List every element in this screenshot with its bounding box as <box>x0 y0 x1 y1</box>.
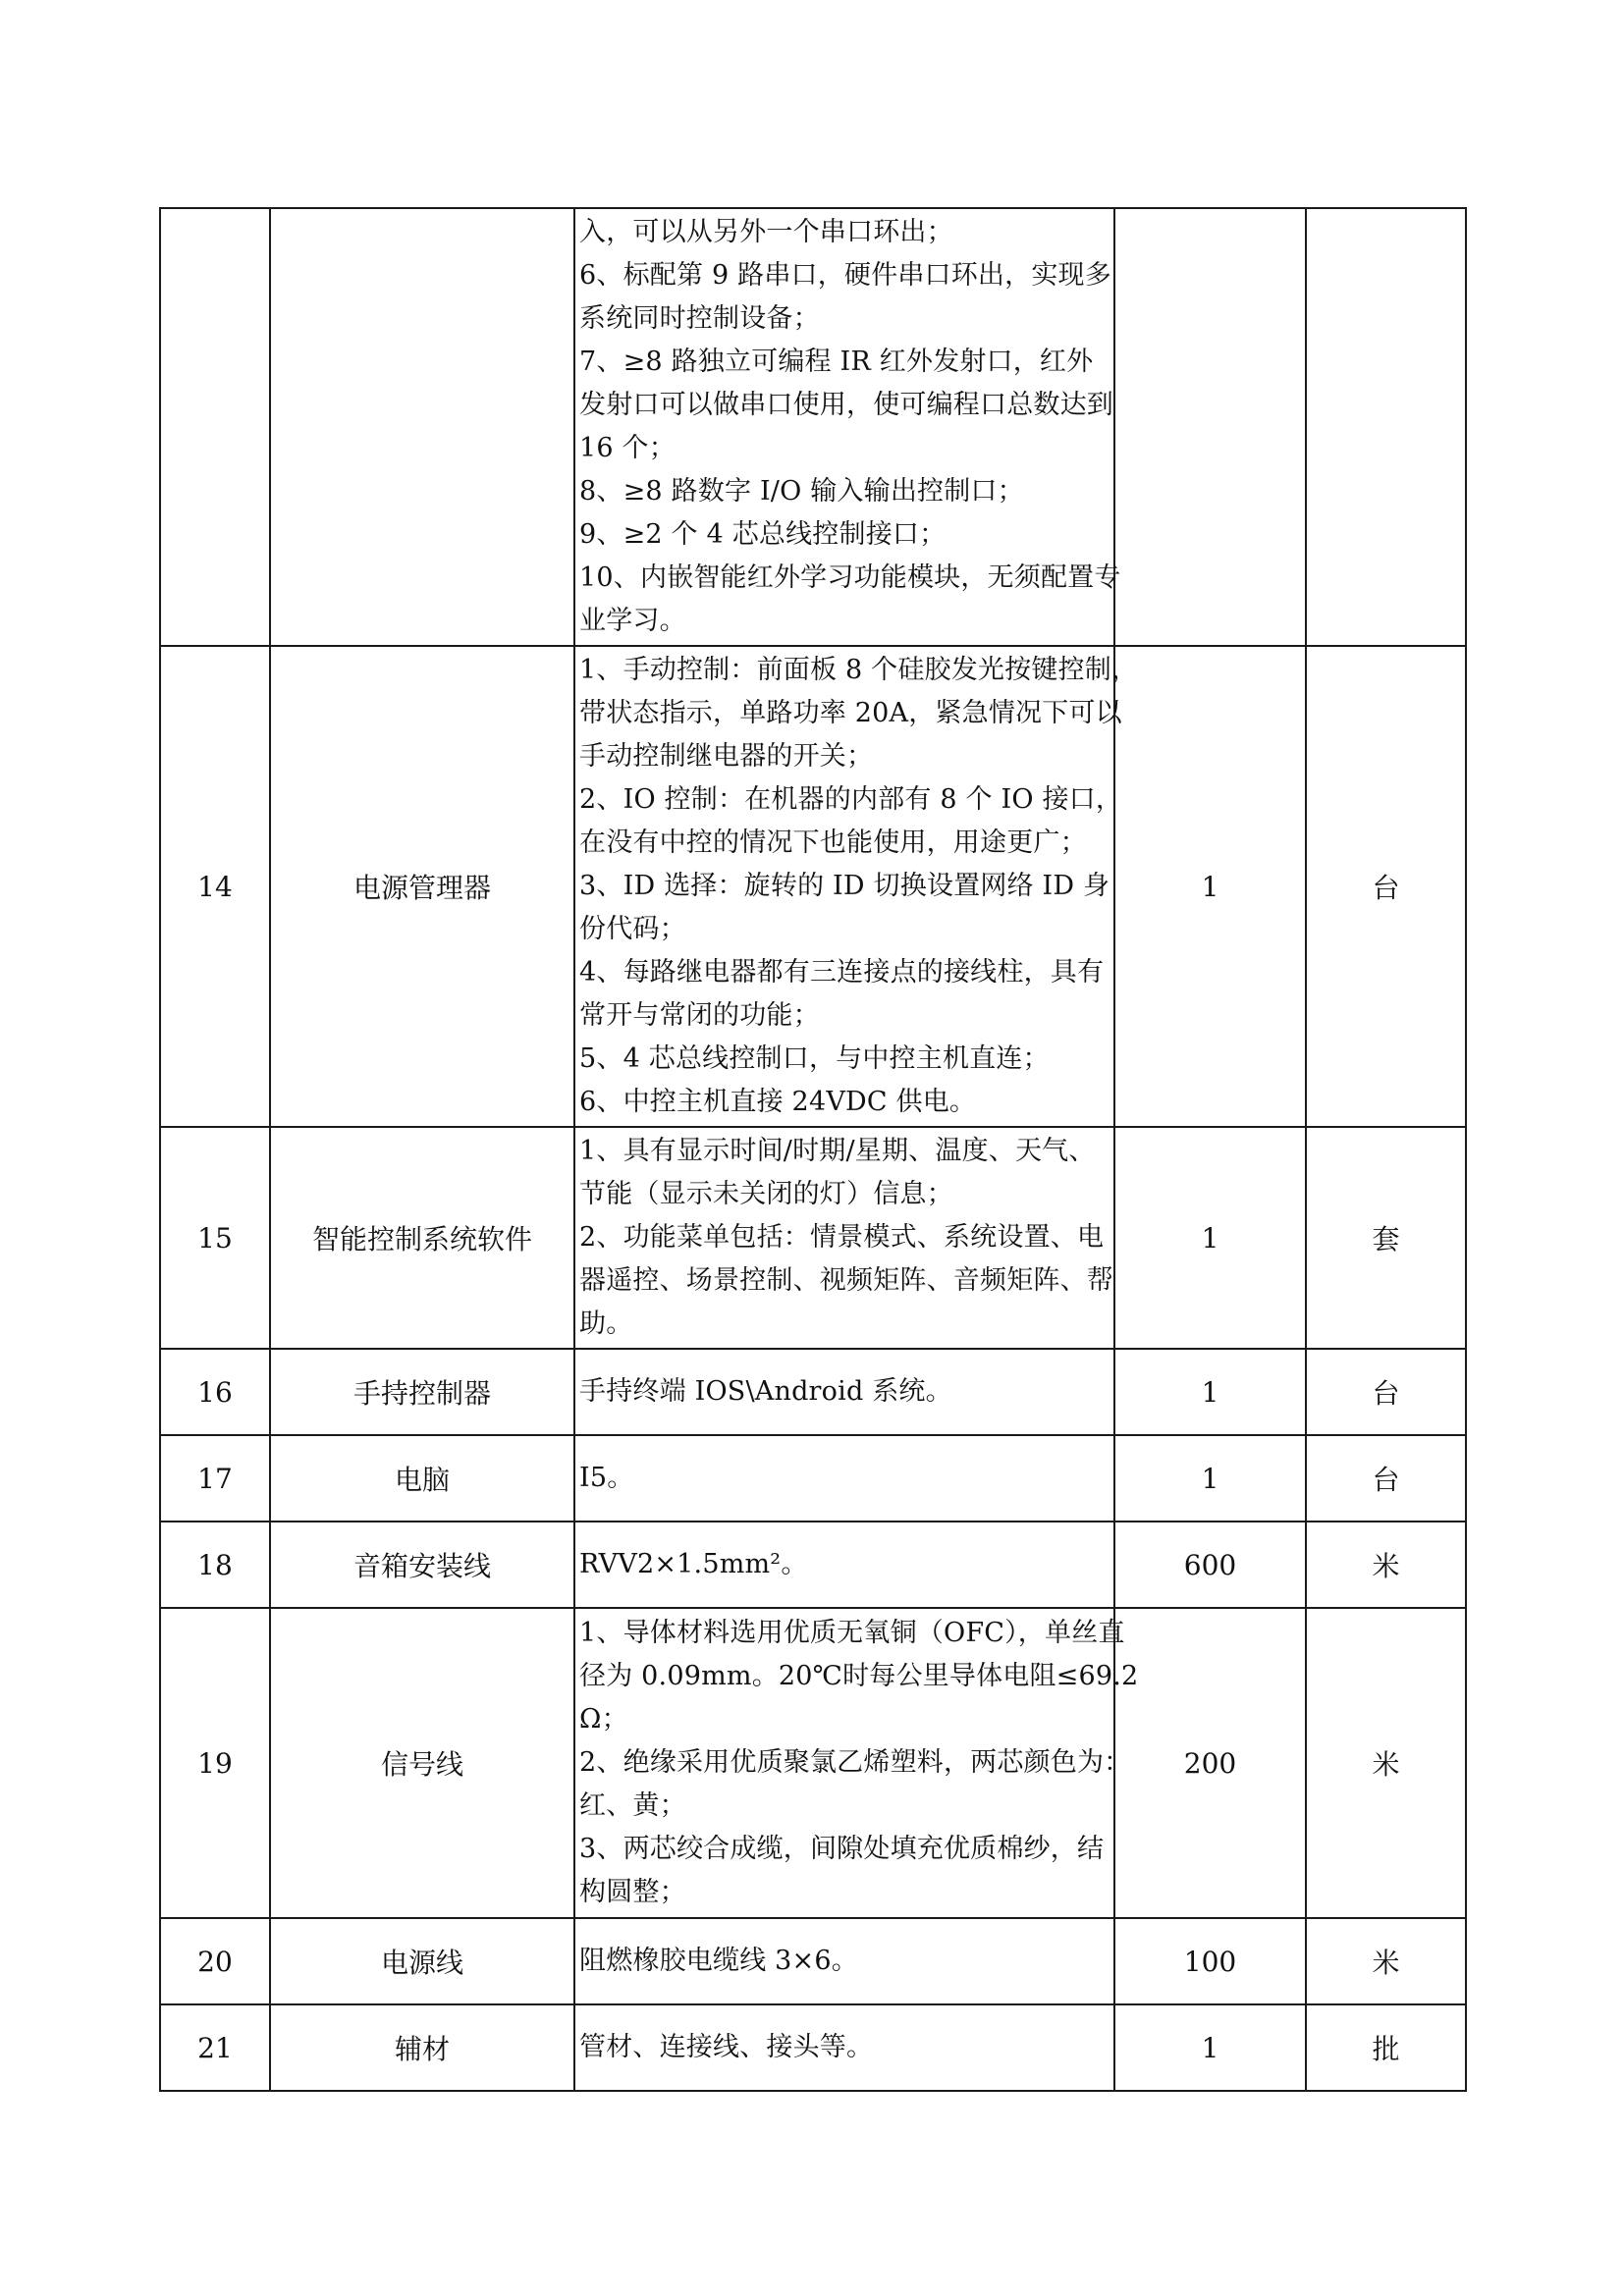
item-name-cell <box>270 208 574 646</box>
item-spec-cell <box>574 2004 1114 2091</box>
item-quantity-cell: 1 <box>1114 2004 1306 2091</box>
equipment-spec-table <box>159 207 1467 2092</box>
item-name-cell: 音箱安装线 <box>270 1522 574 1608</box>
item-unit-cell: 套 <box>1306 1127 1466 1349</box>
item-quantity-cell: 1 <box>1114 1435 1306 1522</box>
spec-line: 6、中控主机直接 24VDC 供电。 <box>579 1087 977 1117</box>
spec-line: 3、ID 选择：旋转的 ID 切换设置网络 ID 身 <box>579 871 1110 901</box>
item-spec-cell <box>574 208 1121 646</box>
spec-line: 手动控制继电器的开关； <box>579 741 874 772</box>
item-number-cell <box>160 208 270 646</box>
item-unit-cell: 米 <box>1306 1608 1466 1918</box>
table-row <box>160 208 1466 646</box>
table-row <box>160 1435 1466 1522</box>
spec-line: 1、具有显示时间/时期/星期、温度、天气、 <box>579 1136 1096 1166</box>
item-spec-cell <box>574 1608 1139 1918</box>
item-unit-cell: 米 <box>1306 1522 1466 1608</box>
item-quantity-cell: 100 <box>1114 1918 1306 2004</box>
spec-line: RVV2×1.5mm²。 <box>579 1549 808 1579</box>
item-number-cell: 14 <box>160 646 270 1127</box>
spec-line: 系统同时控制设备； <box>579 303 820 334</box>
item-name-cell: 信号线 <box>270 1608 574 1918</box>
item-unit-cell: 台 <box>1306 1435 1466 1522</box>
item-spec-cell <box>574 646 1139 1127</box>
spec-line: 1、手动控制：前面板 8 个硅胶发光按键控制， <box>579 655 1139 685</box>
spec-line: 2、功能菜单包括：情景模式、系统设置、电 <box>579 1222 1105 1253</box>
item-name-cell: 电源线 <box>270 1918 574 2004</box>
item-number-cell: 16 <box>160 1349 270 1435</box>
spec-line: 16 个； <box>579 433 676 463</box>
item-quantity-cell: 600 <box>1114 1522 1306 1608</box>
item-quantity-cell: 1 <box>1114 1349 1306 1435</box>
spec-line: 红、黄； <box>579 1790 686 1821</box>
item-unit-cell: 台 <box>1306 646 1466 1127</box>
spec-line: 2、绝缘采用优质聚氯乙烯塑料，两芯颜色为： <box>579 1747 1131 1778</box>
spec-line: 带状态指示，单路功率 20A，紧急情况下可以 <box>579 698 1122 728</box>
spec-line: 构圆整； <box>579 1877 686 1907</box>
table-row <box>160 2004 1466 2091</box>
item-quantity-cell: 200 <box>1114 1608 1306 1918</box>
item-name-cell: 电源管理器 <box>270 646 574 1127</box>
item-quantity-cell: 1 <box>1114 646 1306 1127</box>
table-row <box>160 1608 1466 1918</box>
spec-line: 2、IO 控制：在机器的内部有 8 个 IO 接口， <box>579 784 1123 815</box>
spec-line: 8、≥8 路数字 I/O 输入输出控制口； <box>579 476 1024 507</box>
spec-line: 5、4 芯总线控制口，与中控主机直连； <box>579 1043 1050 1074</box>
item-name-cell: 智能控制系统软件 <box>270 1127 574 1349</box>
spec-line: 入，可以从另外一个串口环出； <box>579 217 953 247</box>
spec-line: 份代码； <box>579 914 686 944</box>
item-number-cell: 21 <box>160 2004 270 2091</box>
table-row <box>160 1522 1466 1608</box>
spec-line: 9、≥2 个 4 芯总线控制接口； <box>579 519 947 550</box>
spec-line: 阻燃橡胶电缆线 3×6。 <box>579 1946 858 1976</box>
spec-line: 径为 0.09mm。20℃时每公里导体电阻≤69.2 <box>579 1661 1139 1691</box>
spec-line: 常开与常闭的功能； <box>579 1000 820 1031</box>
spec-line: Ω； <box>579 1704 628 1735</box>
spec-line: 发射口可以做串口使用，使可编程口总数达到 <box>579 390 1113 420</box>
item-unit-cell: 台 <box>1306 1349 1466 1435</box>
spec-line: 10、内嵌智能红外学习功能模块，无须配置专 <box>579 562 1121 593</box>
spec-line: 助。 <box>579 1308 633 1339</box>
item-spec-cell <box>574 1127 1114 1349</box>
table-body <box>160 208 1466 2091</box>
table-row <box>160 646 1466 1127</box>
spec-line: 业学习。 <box>579 606 686 636</box>
spec-line: 1、导体材料选用优质无氧铜（OFC），单丝直 <box>579 1618 1125 1648</box>
item-number-cell: 15 <box>160 1127 270 1349</box>
item-unit-cell: 批 <box>1306 2004 1466 2091</box>
spec-line: 3、两芯绞合成缆，间隙处填充优质棉纱，结 <box>579 1834 1105 1864</box>
item-quantity-cell <box>1114 208 1306 646</box>
item-unit-cell: 米 <box>1306 1918 1466 2004</box>
spec-line: 器遥控、场景控制、视频矩阵、音频矩阵、帮 <box>579 1265 1113 1296</box>
table-row <box>160 1127 1466 1349</box>
spec-line: 4、每路继电器都有三连接点的接线柱，具有 <box>579 957 1105 988</box>
item-number-cell: 18 <box>160 1522 270 1608</box>
item-spec-cell <box>574 1918 1114 2004</box>
spec-line: 在没有中控的情况下也能使用，用途更广； <box>579 828 1087 858</box>
item-number-cell: 20 <box>160 1918 270 2004</box>
item-spec-cell <box>574 1349 1114 1435</box>
item-name-cell: 辅材 <box>270 2004 574 2091</box>
spec-line: 手持终端 IOS\Android 系统。 <box>579 1376 952 1407</box>
spec-line: 节能（显示未关闭的灯）信息； <box>579 1179 953 1209</box>
item-name-cell: 手持控制器 <box>270 1349 574 1435</box>
item-quantity-cell: 1 <box>1114 1127 1306 1349</box>
spec-line: I5。 <box>579 1463 634 1493</box>
spec-line: 7、≥8 路独立可编程 IR 红外发射口，红外 <box>579 347 1094 377</box>
item-number-cell: 17 <box>160 1435 270 1522</box>
item-spec-cell <box>574 1435 1114 1522</box>
item-number-cell: 19 <box>160 1608 270 1918</box>
spec-line: 管材、连接线、接头等。 <box>579 2032 874 2062</box>
item-unit-cell <box>1306 208 1466 646</box>
table-row <box>160 1349 1466 1435</box>
item-spec-cell <box>574 1522 1114 1608</box>
spec-line: 6、标配第 9 路串口，硬件串口环出，实现多 <box>579 260 1111 291</box>
item-name-cell: 电脑 <box>270 1435 574 1522</box>
table-row <box>160 1918 1466 2004</box>
